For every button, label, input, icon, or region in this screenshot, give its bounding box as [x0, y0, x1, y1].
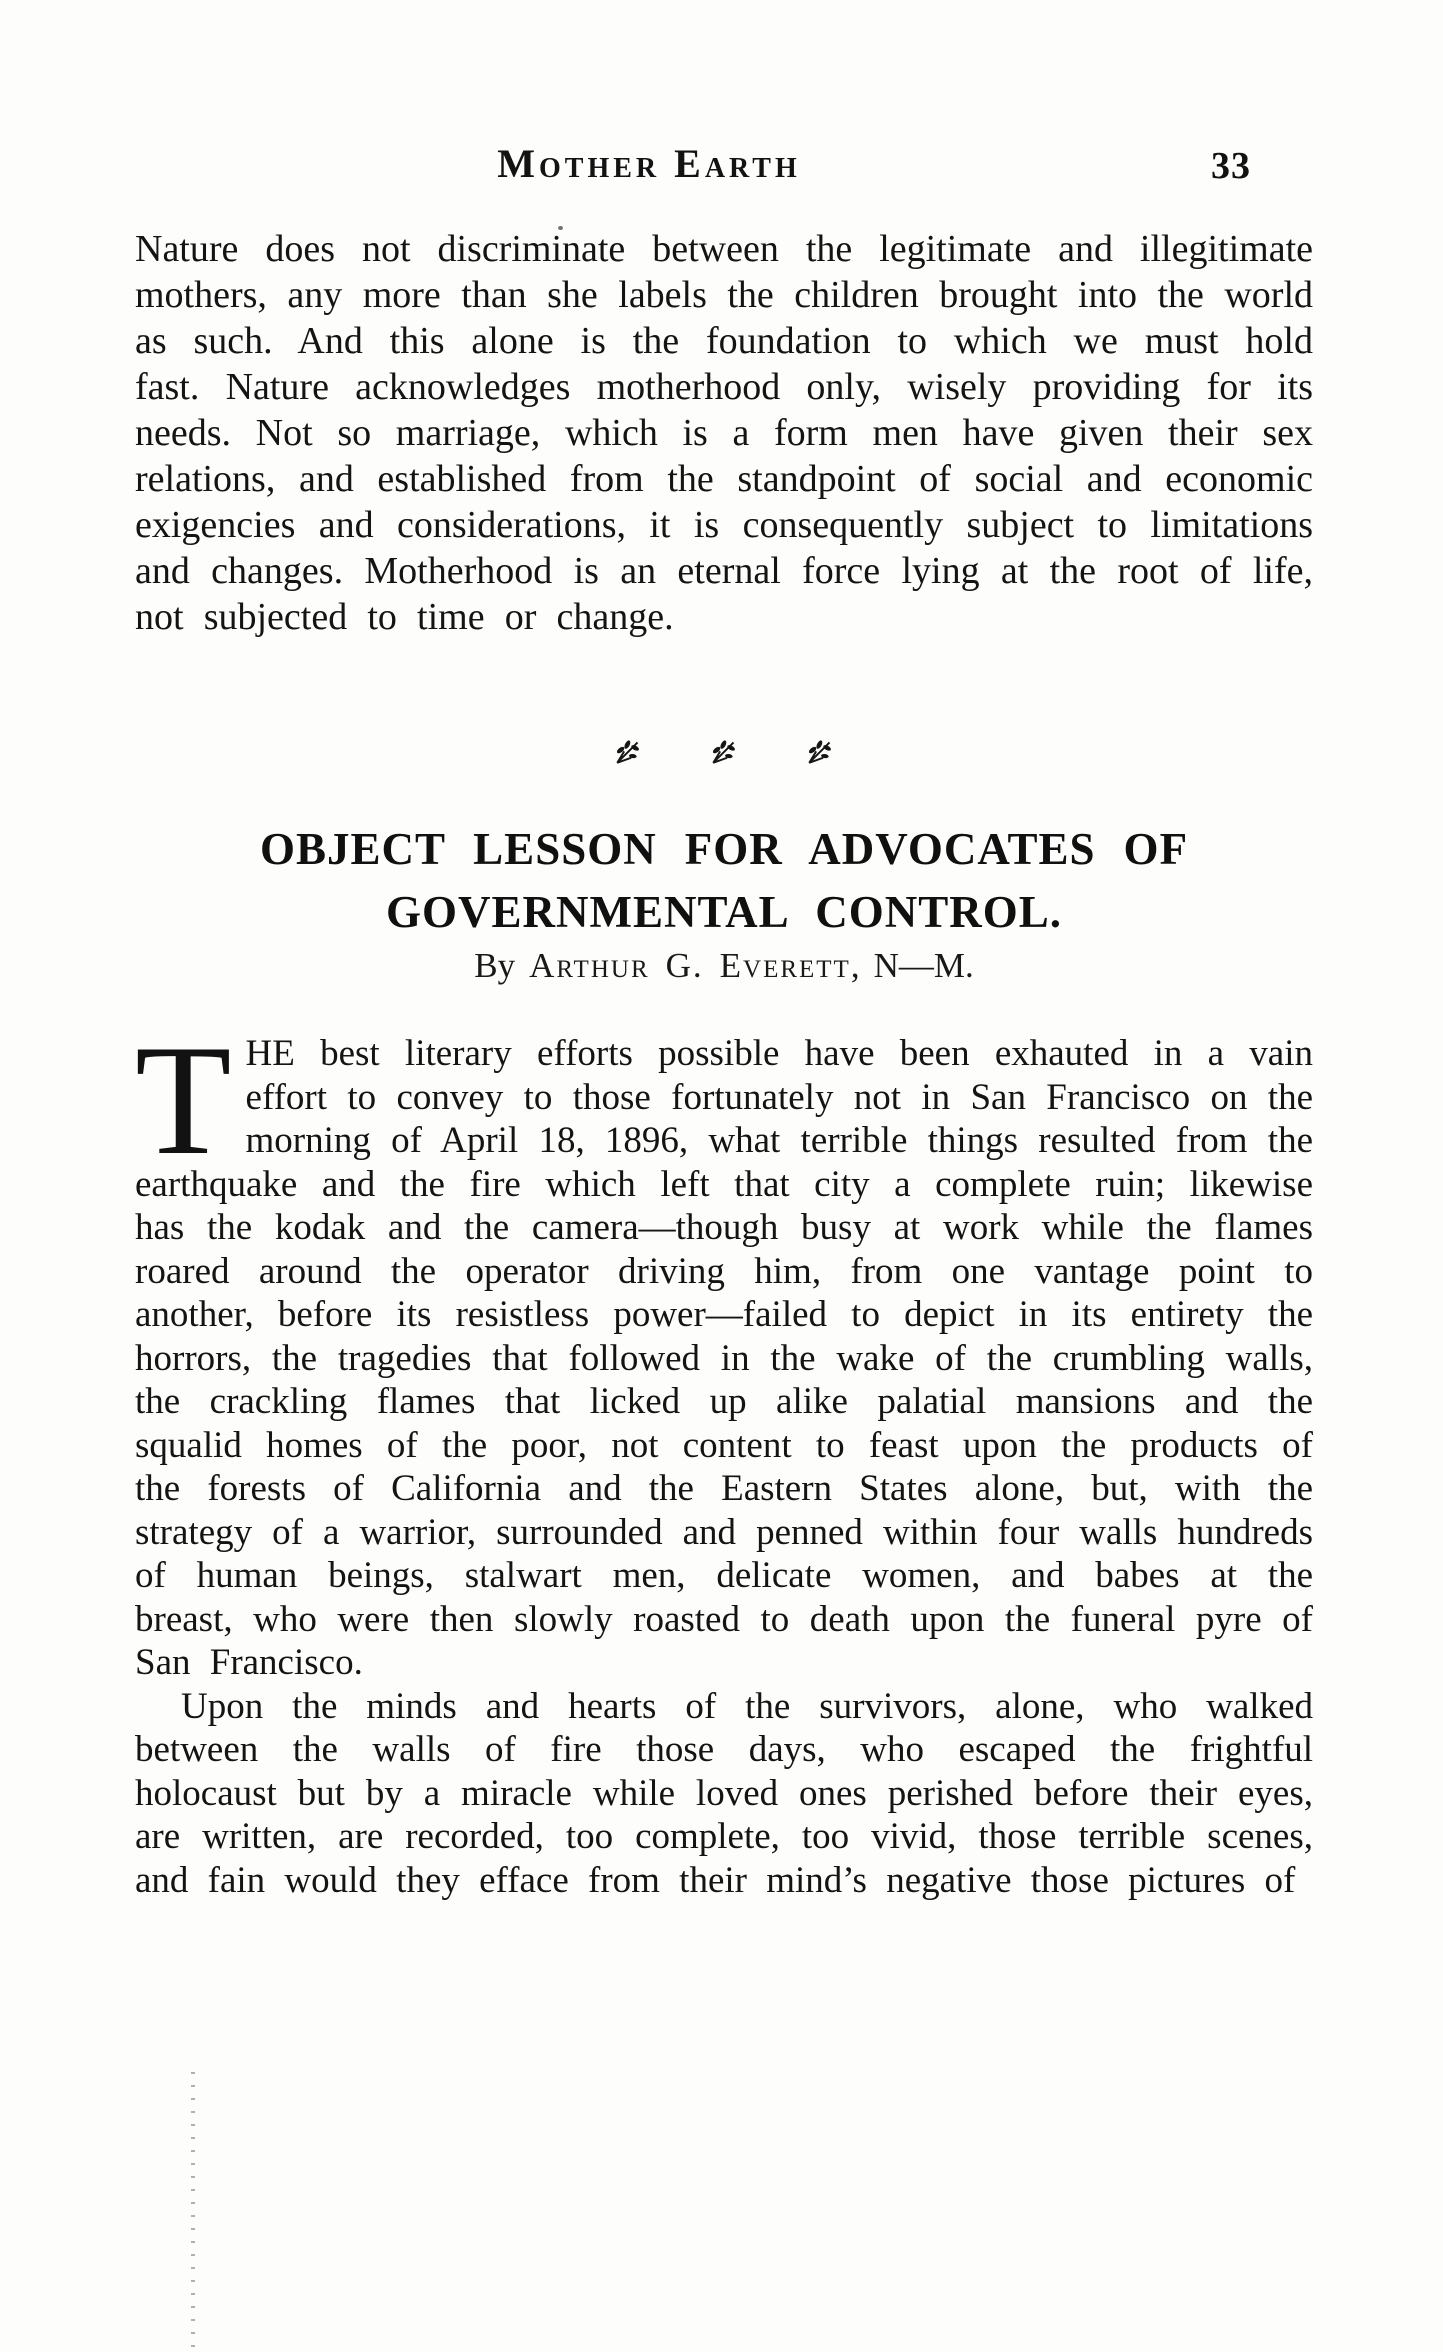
article-paragraph-1-text: HE best literary efforts possible have been exhauted in a vain effort to convey to those fortunately not in San Francisco on the morning of April 18, 1896, what terrible things resulted from the earthquake and the fire which left that city a complete ruin; likewise has the kodak and the camera—though busy at work while the flames roared around the operator driving him, from one vantage point to another, before its resistless power—failed to depict in its entirety the horrors, the tragedies that followed in the wake of the crumbling walls, the crackling flames that licked up alike palatial mansions and the squalid homes of the poor, not content to feast upon the products of the forests of California and the Eastern States alone, but, with the strategy of a warrior, surrounded and penned within four walls hundreds of human beings, stalwart men, delicate women, and babes at the breast, who were then slowly roasted to death upon the funeral pyre of San Francisco. — [135, 1033, 1313, 1683]
article-byline — [135, 946, 1313, 986]
article-paragraph-1 — [135, 1013, 1313, 1685]
byline-prefix: By — [474, 946, 530, 985]
leaf-fleuron-icon — [612, 738, 644, 766]
leaf-fleuron-icon — [804, 738, 836, 766]
running-head — [135, 140, 1313, 196]
journal-title: Mother Earth — [497, 141, 801, 186]
article-title-line1: OBJECT LESSON FOR ADVOCATES OF — [259, 824, 1189, 874]
byline-suffix: , N—M. — [850, 946, 974, 985]
ornament-row — [135, 738, 1313, 766]
page-number: 33 — [1211, 145, 1251, 187]
drop-cap: T — [135, 1013, 232, 1188]
scan-artifact — [191, 2072, 195, 2352]
article-body — [135, 1013, 1313, 1902]
article-paragraph-2: Upon the minds and hearts of the survivors, alone, who walked between the walls of fire those days, who escaped the frightful holocaust but by a miracle while loved ones perished before their eyes, are written, are recorded, too complete, too vivid, those terrible scenes, and fain would they efface from their mind’s negative those pictures of — [135, 1685, 1313, 1901]
leaf-fleuron-icon — [708, 738, 740, 766]
byline-author-name: Arthur G. Everett — [529, 946, 851, 985]
intro-paragraph: Nature does not discriminate between the legitimate and illegitimate mothers, any more than she labels the children brought into the world as such. And this alone is the foundation to which we must hold fast. Nature acknowledges motherhood only, wisely providing for its needs. Not so marriage, which is a form men have given their sex relations, and established from the standpoint of social and economic exigencies and considerations, it is consequently subject to limitations and changes. Motherhood is an eternal force lying at the root of life, not subjected to time or change. — [135, 228, 1313, 638]
article-title-line2: GOVERNMENTAL CONTROL. — [386, 887, 1062, 937]
article-title — [135, 818, 1313, 944]
